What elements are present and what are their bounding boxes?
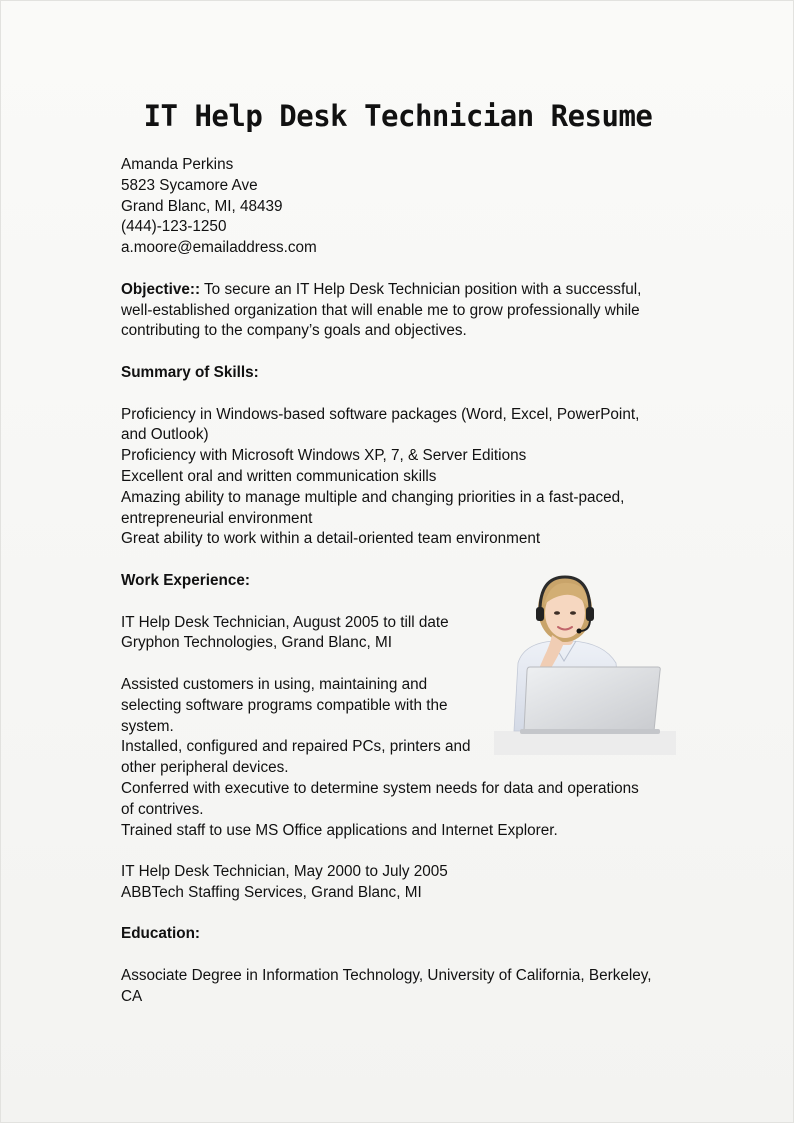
objective-text-1: To secure an IT Help Desk Technician position with a successful, xyxy=(200,280,642,298)
job1-duty: other peripheral devices. xyxy=(121,759,289,777)
education-heading: Education: xyxy=(121,925,201,943)
job2-company: ABBTech Staffing Services, Grand Blanc, MI xyxy=(121,883,422,901)
contact-city: Grand Blanc, MI, 48439 xyxy=(121,197,283,215)
skill-line: Proficiency in Windows-based software packages (Word, Excel, PowerPoint, xyxy=(121,405,640,423)
skill-line: and Outlook) xyxy=(121,426,209,444)
page-title: IT Help Desk Technician Resume xyxy=(143,99,653,133)
skills-section xyxy=(121,363,691,550)
contact-phone: (444)-123-1250 xyxy=(121,218,227,236)
headset-mic-icon xyxy=(577,629,582,634)
experience-heading: Work Experience: xyxy=(121,571,250,589)
job1-duty: Conferred with executive to determine system needs for data and operations xyxy=(121,779,639,797)
objective-label: Objective:: xyxy=(121,280,201,298)
skill-line: Excellent oral and written communication skills xyxy=(121,467,437,485)
laptop-icon xyxy=(524,667,660,731)
skill-line: Amazing ability to manage multiple and changing priorities in a fast-paced, xyxy=(121,488,625,506)
skill-line: Great ability to work within a detail-oriented team environment xyxy=(121,530,541,548)
eye xyxy=(570,611,576,615)
job1-duty: selecting software programs compatible with the xyxy=(121,696,448,714)
job1-duty: Trained staff to use MS Office applications and Internet Explorer. xyxy=(121,821,558,839)
job1-duty: system. xyxy=(121,717,174,735)
objective-section xyxy=(121,280,691,342)
job1-title: IT Help Desk Technician, August 2005 to till date xyxy=(121,613,449,631)
skill-line: Proficiency with Microsoft Windows XP, 7, & Server Editions xyxy=(121,447,527,465)
objective-text-3: contributing to the company’s goals and objectives. xyxy=(121,322,467,340)
job1-duty: of contrives. xyxy=(121,800,204,818)
skills-heading: Summary of Skills: xyxy=(121,363,259,381)
headset-earpiece-icon xyxy=(536,607,544,621)
contact-block xyxy=(121,155,691,259)
education-text-1: Associate Degree in Information Technology, University of California, Berkeley, xyxy=(121,967,652,985)
contact-street: 5823 Sycamore Ave xyxy=(121,176,258,194)
job1-company: Gryphon Technologies, Grand Blanc, MI xyxy=(121,634,392,652)
desk-surface xyxy=(494,731,676,755)
job1-duty: Assisted customers in using, maintaining and xyxy=(121,675,428,693)
eye xyxy=(554,611,560,615)
objective-text-2: well-established organization that will enable me to grow professionally while xyxy=(121,301,640,319)
contact-email: a.moore@emailaddress.com xyxy=(121,239,317,257)
job2-title: IT Help Desk Technician, May 2000 to July 2005 xyxy=(121,863,448,881)
job1-duty: Installed, configured and repaired PCs, printers and xyxy=(121,738,471,756)
education-text-2: CA xyxy=(121,987,143,1005)
laptop-base xyxy=(520,729,660,734)
help-desk-agent-photo xyxy=(494,571,676,755)
education-section xyxy=(121,924,691,1007)
skill-line: entrepreneurial environment xyxy=(121,509,313,527)
contact-name: Amanda Perkins xyxy=(121,156,234,173)
headset-earpiece-icon xyxy=(586,607,594,621)
